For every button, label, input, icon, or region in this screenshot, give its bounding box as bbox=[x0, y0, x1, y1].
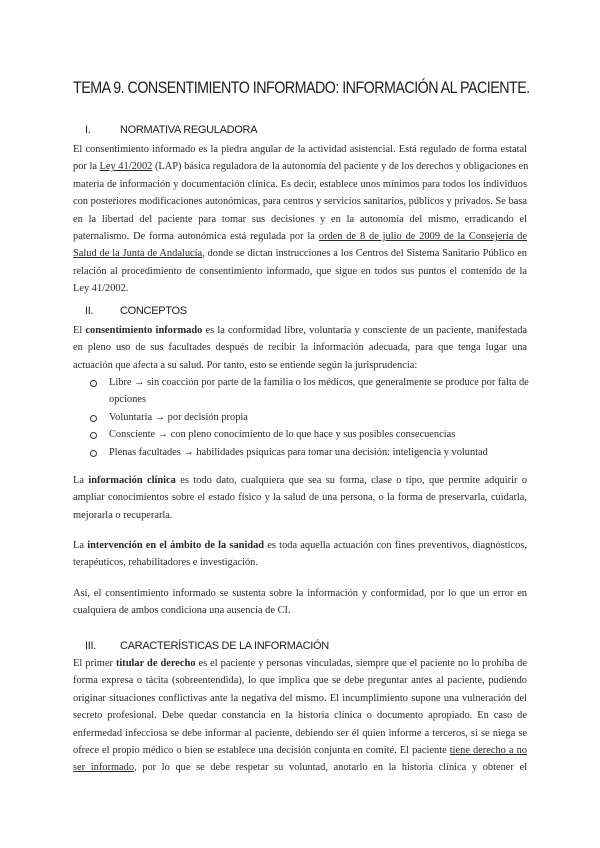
list-item: Consciente → con pleno conocimiento de lo que hace y sus posibles consecuencias bbox=[90, 426, 530, 443]
section-number: I. bbox=[85, 124, 91, 136]
paragraph-informacion-clinica bbox=[73, 472, 527, 524]
paragraph-consentimiento bbox=[73, 322, 527, 374]
text-line: El primer titular de derecho es el paciente y personas vinculadas, siempre que el paciente no lo prohíba de bbox=[73, 658, 527, 669]
order-reference-cont: Salud de la Junta de Andalucía bbox=[73, 248, 203, 260]
text-line: ser informado, por lo que se debe respetar su voluntad, anotarlo en la historia clínica y obtener el bbox=[73, 762, 527, 774]
text-line: en pleno uso de sus facultades después de recibir la información adecuada, para que tenga lugar una bbox=[73, 342, 527, 354]
text-line: Así, el consentimiento informado se sustenta sobre la información y conformidad, por lo que un error en bbox=[73, 588, 527, 599]
order-reference: orden de 8 de julio de 2009 de la Consejería de bbox=[318, 230, 527, 242]
law-link: Ley 41/2002 bbox=[99, 161, 153, 173]
paragraph-normativa bbox=[73, 141, 527, 298]
right-not-informed: tiene derecho a no bbox=[449, 744, 527, 756]
section-heading-conceptos bbox=[73, 305, 187, 317]
text-line: El consentimiento informado es la piedra angular de la actividad asistencial. Está regulado de forma estatal bbox=[73, 144, 527, 155]
text-line: Salud de la Junta de Andalucía, donde se dictan instrucciones a los Centros del Sistema Sanitario Público en bbox=[73, 248, 527, 260]
text-line: originar situaciones conflictivas ante la negativa del mismo. El incumplimiento supone una vulneración del bbox=[73, 692, 527, 704]
text-line: actuación que afecta a su salud. Por tanto, esto se entiende según la jurisprudencia: bbox=[73, 359, 418, 371]
text-line: relación al procedimiento de consentimiento informado, que sigue en todos sus puntos el contenido de la bbox=[73, 265, 527, 277]
text-line: materia de información y documentación clínica. Es decir, establece unos mínimos para todos los individuos bbox=[73, 178, 527, 190]
text-line: Ley 41/2002. bbox=[73, 283, 129, 295]
text-line: forma expresa o tácita (sobreentendida), lo que implica que se debe preguntar antes al paciente, pudiendo bbox=[73, 675, 527, 687]
text-line: La información clínica es todo dato, cualquiera que sea su forma, clase o tipo, que permite adquirir o bbox=[73, 475, 528, 486]
list-item: Plenas facultades → habilidades psíquicas para tomar una decisión: inteligencia y voluntad bbox=[90, 444, 530, 461]
paragraph-intervencion bbox=[73, 537, 527, 572]
section-heading-caracteristicas bbox=[73, 640, 329, 652]
text-line: por la Ley 41/2002 (LAP) básica reguladora de la autonomía del paciente y de los derechos y obligaciones en bbox=[73, 161, 529, 173]
text-line: mejorarla o recuperarla. bbox=[73, 509, 173, 521]
text-line: ampliar conocimientos sobre el estado físico y la salud de una persona, o la forma de preservarla, cuidarla, bbox=[73, 492, 527, 504]
paragraph-asi bbox=[73, 585, 527, 620]
section-title: NORMATIVA REGULADORA bbox=[120, 124, 258, 136]
text-line: terapéuticos, rehabilitadores e investigación. bbox=[73, 557, 258, 569]
text-line: ofrece el propio médico o bien se establece una decisión conjunta en comité. El paciente tiene derecho a no bbox=[73, 744, 527, 756]
text-line: con posteriores modificaciones autonómicas, para centros y servicios sanitarios, públicos y privados. Se basa bbox=[73, 196, 527, 208]
list-item: Voluntaria → por decisión propia bbox=[90, 409, 530, 426]
section-number: III. bbox=[85, 640, 97, 652]
bullet-list bbox=[90, 374, 530, 461]
list-item: Libre → sin coacción por parte de la familia o los médicos, que generalmente se produce por falta de bbox=[90, 374, 530, 391]
section-heading-normativa bbox=[73, 124, 257, 136]
section-number: II. bbox=[85, 305, 94, 317]
right-not-informed-cont: ser informado bbox=[73, 762, 135, 774]
text-line: El consentimiento informado es la conformidad libre, voluntaria y consciente de un paciente, manifestada bbox=[73, 325, 528, 336]
text-line: paternalismo. De forma autonómica está regulada por la orden de 8 de julio de 2009 de la Consejería de bbox=[73, 230, 527, 242]
paragraph-caracteristicas bbox=[73, 655, 527, 777]
text-line: La intervención en el ámbito de la sanidad es toda aquella actuación con fines preventivos, diagnósticos, bbox=[73, 540, 527, 551]
section-title: CARACTERÍSTICAS DE LA INFORMACIÓN bbox=[120, 640, 329, 652]
text-line: enfermedad infecciosa se debe informar al paciente, debiendo ser él quien informe a terceros, si se niega se bbox=[73, 727, 527, 739]
text-line: en la libertad del paciente para tomar sus decisiones y en la autonomía del mismo, erradicando el bbox=[73, 213, 527, 225]
page-title: TEMA 9. CONSENTIMIENTO INFORMADO: INFORMACIÓN AL PACIENTE. bbox=[73, 78, 530, 97]
text-line: secreto profesional. Debe quedar constancia en la historia clínica o documento apropiado. En caso de bbox=[73, 710, 527, 722]
list-item-continuation: opciones bbox=[109, 394, 146, 406]
section-title: CONCEPTOS bbox=[120, 305, 187, 317]
text-line: cualquiera de ambos condiciona una ausencia de CI. bbox=[73, 605, 291, 617]
